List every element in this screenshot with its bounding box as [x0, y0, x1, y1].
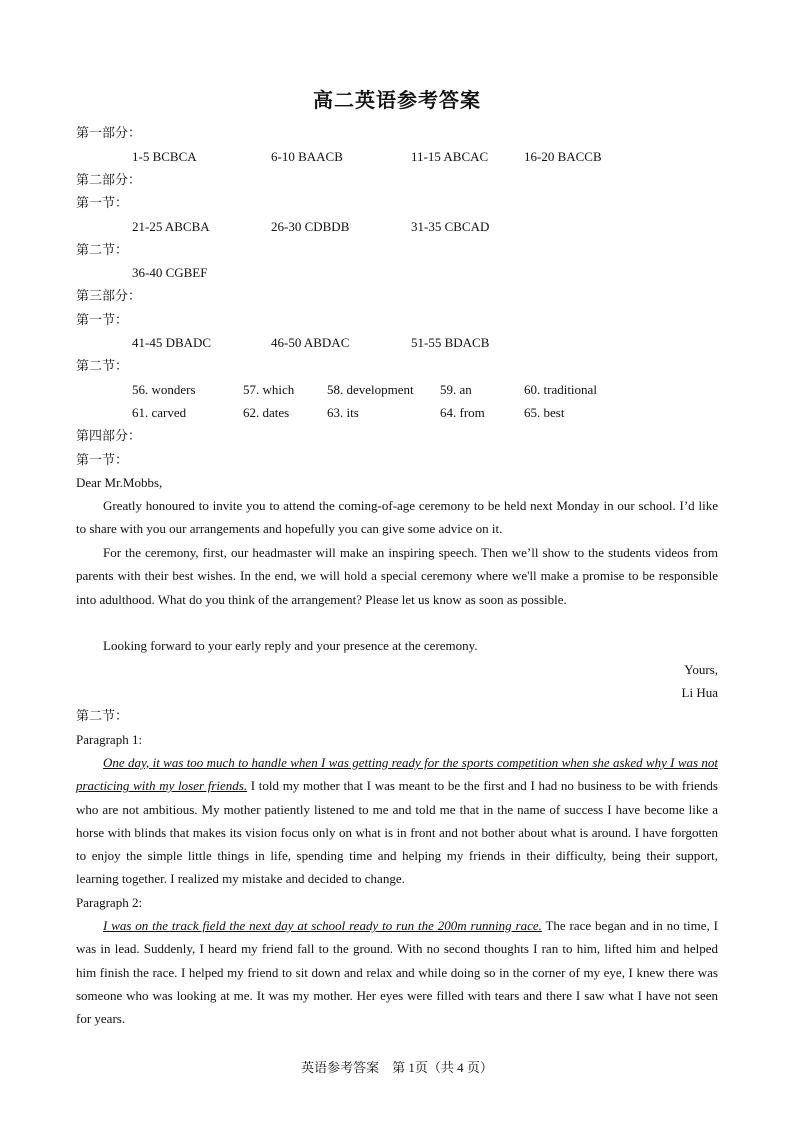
- letter-paragraph-text: Looking forward to your early reply and your presence at the ceremony.: [103, 638, 478, 653]
- part4-heading: 第四部分：: [76, 428, 142, 443]
- fill-answer: 64. from: [440, 405, 485, 420]
- answer-group: 6-10 BAACB: [271, 149, 343, 164]
- fill-answer: 56. wonders: [132, 382, 196, 397]
- letter-paragraph: [76, 634, 718, 657]
- letter-paragraph-text: For the ceremony, first, our headmaster will make an inspiring speech. Then we’ll show to the students videos from parents with their best wishes. In the end, we will hold a special ceremony where we'll make a promise to be responsible into adulthood. What do you think of the arrangement? Please let us know as soon as possible.: [76, 545, 718, 607]
- part2-section1-heading: 第一节：: [76, 195, 129, 210]
- fill-answer: 59. an: [440, 382, 472, 397]
- letter-paragraph: [76, 494, 718, 541]
- part2-heading: 第二部分：: [76, 172, 142, 187]
- letter-paragraph: [76, 541, 718, 611]
- part2-section2-heading: 第二节：: [76, 242, 129, 257]
- story-paragraph-1: [76, 751, 718, 891]
- fill-answer: 63. its: [327, 405, 359, 420]
- story-paragraph-text: I told my mother that I was meant to be the first and I had no business to be with friends who are not ambitious. My mother patiently listened to me and told me that in the name of success I have become like a horse with blinds that makes its vision focus only on what is in front and not bother about what is around. I have forgotten to enjoy the simple little things in life, spending time and helping my friends in their difficulty, being their support, learning together. I realized my mistake and decided to change.: [76, 778, 718, 887]
- letter-salutation: Dear Mr.Mobbs,: [76, 475, 163, 490]
- given-opening-sentence: One day, it was too much to handle when I was getting ready for the sports competition when she asked why I was not practicing with my loser friends.: [76, 755, 718, 794]
- part1-heading: 第一部分：: [76, 125, 142, 140]
- answer-group: 1-5 BCBCA: [132, 149, 197, 164]
- answer-group: 31-35 CBCAD: [411, 219, 490, 234]
- part3-section2-heading: 第二节：: [76, 358, 129, 373]
- answer-group: 16-20 BACCB: [524, 149, 602, 164]
- answer-group: 21-25 ABCBA: [132, 219, 210, 234]
- paragraph1-label: Paragraph 1:: [76, 732, 143, 747]
- page-footer: 英语参考答案 第 1页（共 4 页）: [301, 1060, 493, 1075]
- paragraph2-label: Paragraph 2:: [76, 895, 143, 910]
- answer-group: 36-40 CGBEF: [132, 265, 208, 280]
- part3-heading: 第三部分：: [76, 288, 142, 303]
- part3-section1-heading: 第一节：: [76, 312, 129, 327]
- fill-answer: 65. best: [524, 405, 565, 420]
- fill-answer: 58. development: [327, 382, 414, 397]
- given-opening-sentence: I was on the track field the next day at school ready to run the 200m running race.: [103, 918, 542, 933]
- story-paragraph-2: [76, 914, 718, 1030]
- story-paragraph-text: The race began and in no time, I was in lead. Suddenly, I heard my friend fall to the ground. With no second thoughts I ran to him, lifted him and helped him finish the race. I helped my friend to sit down and relax and while doing so in the corner of my eye, I knew there was someone who was looking at me. It was my mother. Her eyes were filled with tears and there I saw what I have not seen for years.: [76, 918, 718, 1027]
- answer-group: 41-45 DBADC: [132, 335, 212, 350]
- fill-answer: 57. which: [243, 382, 295, 397]
- part4-section1-heading: 第一节：: [76, 452, 129, 467]
- part4-section2-heading: 第二节：: [76, 708, 129, 723]
- answer-group: 11-15 ABCAC: [411, 149, 489, 164]
- letter-closing: Yours,: [684, 662, 718, 677]
- fill-answer: 62. dates: [243, 405, 290, 420]
- letter-paragraph-text: Greatly honoured to invite you to attend the coming-of-age ceremony to be held next Monday in our school. I’d like to share with you our arrangements and hopefully you can give some advice on it.: [76, 498, 718, 537]
- page-title: 高二英语参考答案: [313, 88, 481, 112]
- fill-answer: 61. carved: [132, 405, 187, 420]
- letter-signature: Li Hua: [681, 685, 718, 700]
- answer-group: 26-30 CDBDB: [271, 219, 350, 234]
- fill-answer: 60. traditional: [524, 382, 597, 397]
- answer-group: 46-50 ABDAC: [271, 335, 350, 350]
- answer-group: 51-55 BDACB: [411, 335, 490, 350]
